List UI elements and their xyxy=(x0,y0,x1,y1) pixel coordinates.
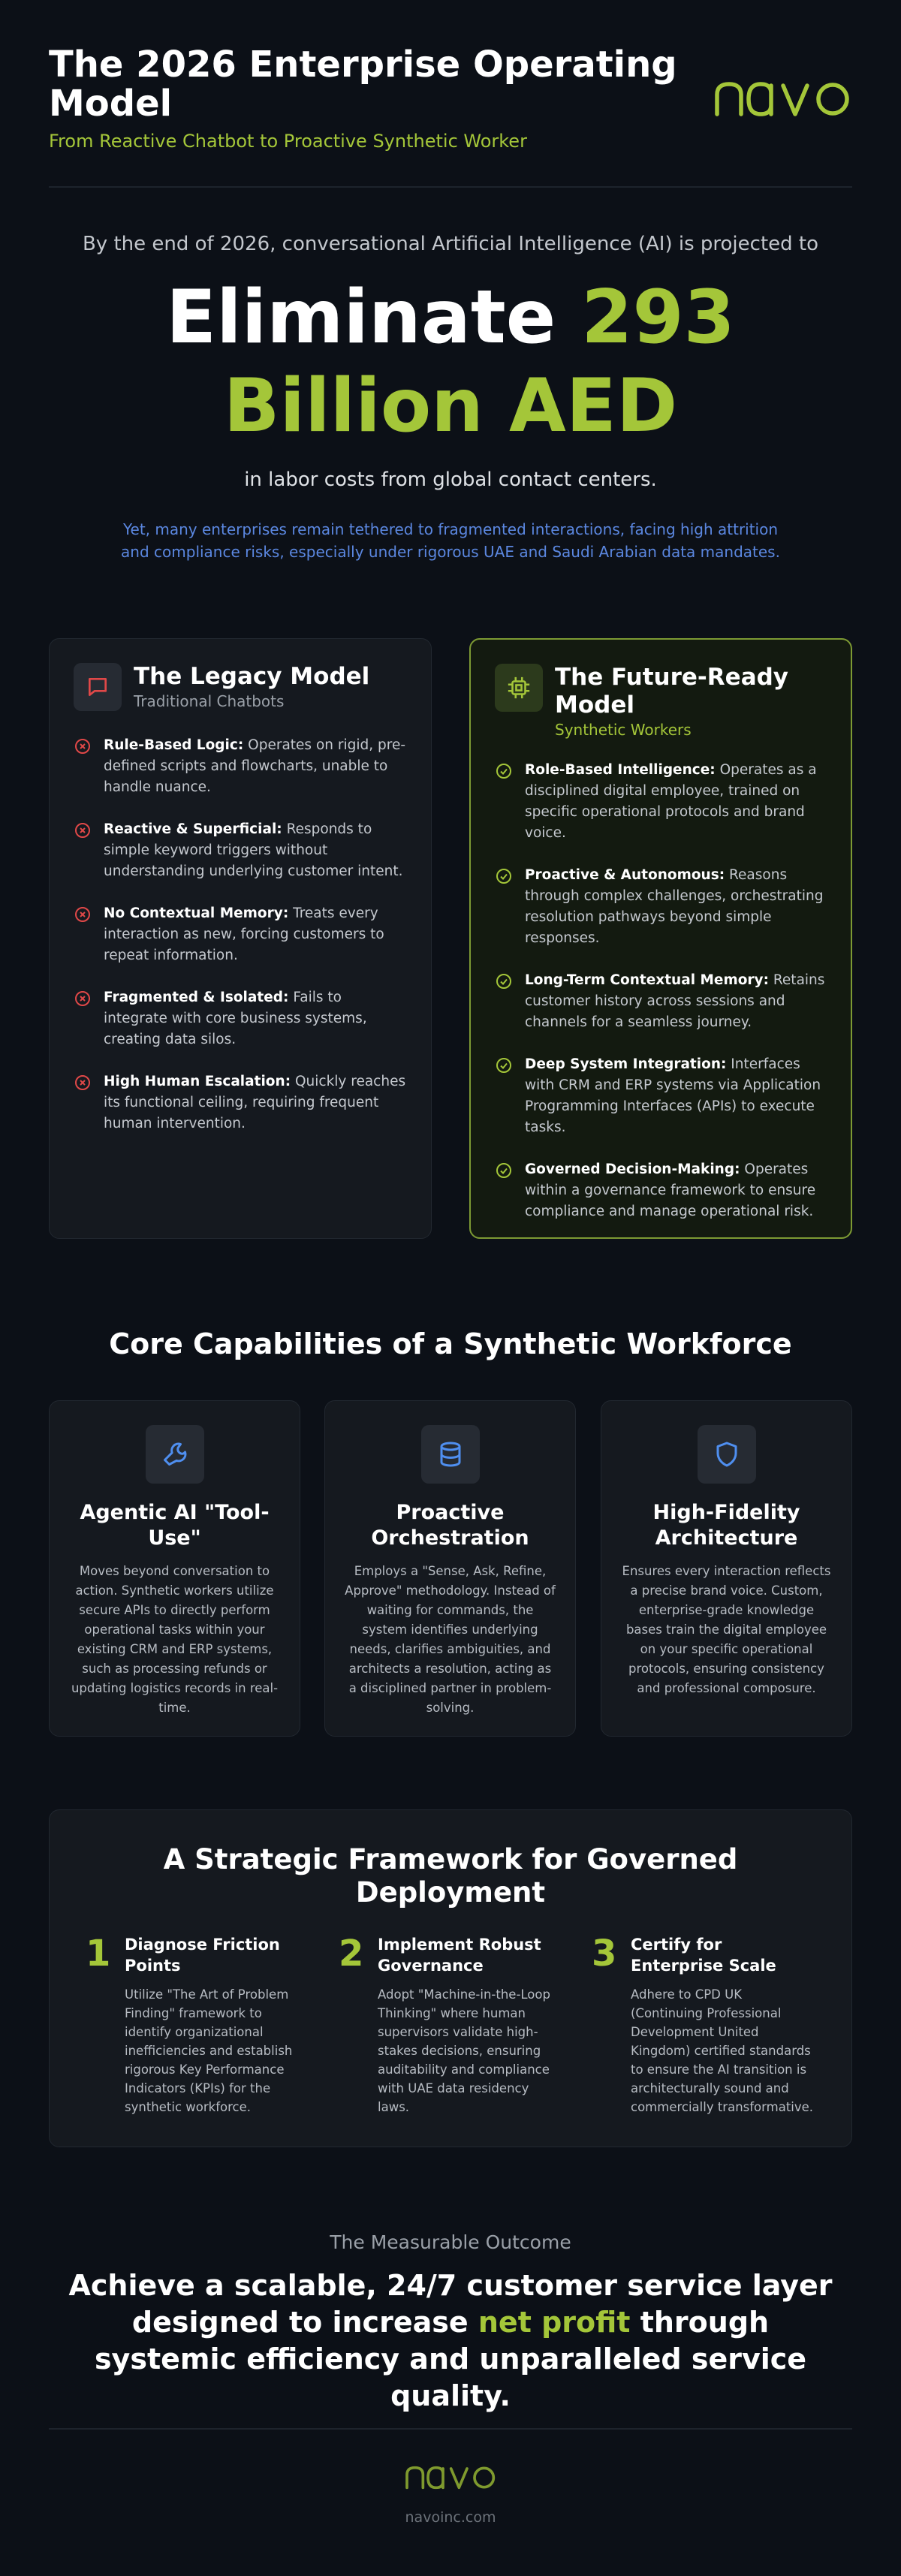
outcome-statement: Achieve a scalable, 24/7 customer service layer designed to increase net profit through systemic efficiency and unparalleled service quality. xyxy=(68,2269,833,2412)
capability-desc: Moves beyond conversation to action. Synthetic workers utilize secure APIs to directly perform operational tasks within your existing CRM and ERP systems, such as processing refunds or updating logistics records in real-time. xyxy=(71,1564,279,1715)
framework-step xyxy=(86,1934,311,2117)
x-circle-icon xyxy=(74,821,92,839)
future-subtitle: Synthetic Workers xyxy=(555,721,692,739)
step-desc: Adhere to CPD UK (Continuing Professional Development United Kingdom) certified standards to ensure the AI transition is architecturally sound and commercially transformative. xyxy=(631,1987,814,2114)
hero-headline xyxy=(49,273,852,450)
navo-logo xyxy=(713,75,852,119)
step-number: 3 xyxy=(592,1933,617,1975)
capability-card-tool-use xyxy=(49,1400,300,1737)
step-desc: Utilize "The Art of Problem Finding" framework to identify organizational inefficiencies and establish rigorous Key Performance Indicators (KPIs) for the synthetic workforce. xyxy=(125,1987,293,2114)
list-item: Proactive & Autonomous: Reasons through complex challenges, orchestrating resolution pathways beyond simple responses. xyxy=(495,865,827,949)
step-number: 1 xyxy=(86,1933,111,1975)
check-circle-icon xyxy=(495,1056,513,1074)
step-number: 2 xyxy=(339,1933,364,1975)
legacy-model-card xyxy=(49,638,432,1239)
header-divider xyxy=(49,186,852,188)
list-item: Reactive & Superficial: Responds to simple keyword triggers without understanding underlying customer intent. xyxy=(74,819,407,882)
legacy-list xyxy=(74,735,407,1155)
list-item: Fragmented & Isolated: Fails to integrate with core business systems, creating data silos. xyxy=(74,987,407,1050)
list-item: No Contextual Memory: Treats every interaction as new, forcing customers to repeat information. xyxy=(74,903,407,966)
legacy-card-header xyxy=(74,663,369,711)
check-circle-icon xyxy=(495,1161,513,1180)
cpu-chip-icon xyxy=(495,664,543,712)
list-item: High Human Escalation: Quickly reaches its functional ceiling, requiring frequent human intervention. xyxy=(74,1071,407,1134)
list-item: Deep System Integration: Interfaces with CRM and ERP systems via Application Programming Interfaces (APIs) to execute tasks. xyxy=(495,1054,827,1138)
footer-logo xyxy=(0,2461,901,2491)
capability-name: High-Fidelity Architecture xyxy=(652,1501,800,1550)
x-circle-icon xyxy=(74,1074,92,1092)
hero-note: Yet, many enterprises remain tethered to fragmented interactions, facing high attrition and compliance risks, especially under rigorous UAE and Saudi Arabian data mandates. xyxy=(121,520,780,561)
capability-card-orchestration xyxy=(324,1400,576,1737)
list-item: Long-Term Contextual Memory: Retains customer history across sessions and channels for a seamless journey. xyxy=(495,970,827,1033)
capability-card-architecture xyxy=(601,1400,852,1737)
hero-number: 293 xyxy=(581,275,735,360)
x-circle-icon xyxy=(74,990,92,1008)
future-list xyxy=(495,760,827,1243)
footer-divider xyxy=(49,2428,852,2430)
hero-unit: Billion AED xyxy=(223,363,678,449)
capability-desc: Employs a "Sense, Ask, Refine, Approve" methodology. Instead of waiting for commands, the system identifies underlying needs, clarifies ambiguities, and architects a resolution, acting as a disciplined partner in problem-solving. xyxy=(345,1564,556,1715)
capability-name: Agentic AI "Tool-Use" xyxy=(80,1501,270,1550)
outcome-highlight: net profit xyxy=(478,2306,631,2339)
shield-icon xyxy=(698,1425,756,1484)
outcome-label: The Measurable Outcome xyxy=(330,2231,571,2253)
legacy-subtitle: Traditional Chatbots xyxy=(134,692,285,710)
header xyxy=(49,45,852,188)
check-circle-icon xyxy=(495,972,513,990)
database-icon xyxy=(421,1425,480,1484)
wrench-icon xyxy=(146,1425,204,1484)
capability-name: Proactive Orchestration xyxy=(371,1501,529,1550)
list-item: Role-Based Intelligence: Operates as a disciplined digital employee, trained on specific operational protocols and brand voice. xyxy=(495,760,827,844)
check-circle-icon xyxy=(495,762,513,780)
page-title: The 2026 Enterprise Operating Model xyxy=(49,44,677,125)
framework-step xyxy=(592,1934,817,2117)
capabilities-title: Core Capabilities of a Synthetic Workforce xyxy=(109,1327,792,1360)
framework-title: A Strategic Framework for Governed Deployment xyxy=(163,1843,738,1909)
hero-section xyxy=(49,233,852,563)
hero-prefix: Eliminate xyxy=(166,275,556,360)
chat-bubble-icon xyxy=(74,663,122,711)
capability-desc: Ensures every interaction reflects a precise brand voice. Custom, enterprise-grade knowledge bases train the digital employee on your specific operational protocols, ensuring consistency and professional composure. xyxy=(622,1564,831,1695)
step-title: Certify for Enterprise Scale xyxy=(631,1936,776,1975)
future-title: The Future-Ready Model xyxy=(555,664,789,719)
check-circle-icon xyxy=(495,867,513,885)
navo-logo xyxy=(404,2461,497,2491)
page-subtitle: From Reactive Chatbot to Proactive Synthetic Worker xyxy=(49,131,527,152)
future-model-card xyxy=(469,638,852,1239)
footer-url[interactable]: navoinc.com xyxy=(405,2509,496,2526)
framework-section xyxy=(49,1809,852,2147)
framework-step xyxy=(339,1934,564,2117)
x-circle-icon xyxy=(74,737,92,755)
list-item: Rule-Based Logic: Operates on rigid, pre-defined scripts and flowcharts, unable to handle nuance. xyxy=(74,735,407,798)
hero-intro: By the end of 2026, conversational Artificial Intelligence (AI) is projected to xyxy=(82,233,819,255)
x-circle-icon xyxy=(74,905,92,923)
future-card-header xyxy=(495,664,851,739)
legacy-title: The Legacy Model xyxy=(134,663,370,690)
step-title: Diagnose Friction Points xyxy=(125,1936,280,1975)
hero-after-text: in labor costs from global contact centers. xyxy=(244,469,657,491)
step-desc: Adopt "Machine-in-the-Loop Thinking" where human supervisors validate high-stakes decisions, ensuring auditability and compliance with UAE data residency laws. xyxy=(378,1987,550,2114)
list-item: Governed Decision-Making: Operates within a governance framework to ensure compliance and manage operational risk. xyxy=(495,1159,827,1222)
step-title: Implement Robust Governance xyxy=(378,1936,541,1975)
